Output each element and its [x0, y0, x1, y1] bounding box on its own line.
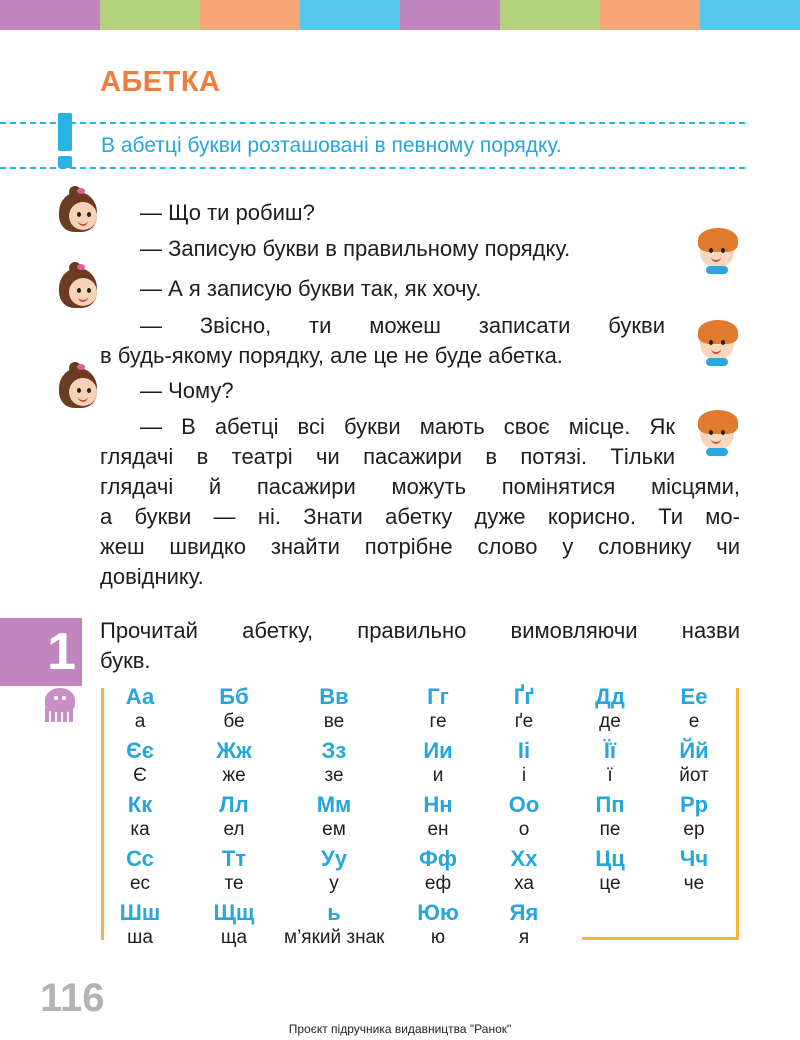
alphabet-cell: [388, 900, 488, 950]
letter-pair: ь: [327, 900, 341, 925]
letter-name: у: [329, 873, 339, 894]
letter-pair: Тт: [221, 846, 247, 871]
letter-pair: Її: [603, 738, 617, 763]
letter-name: ґе: [514, 711, 534, 732]
letter-name: че: [683, 873, 705, 894]
girl-avatar-icon: [55, 262, 101, 310]
girl-avatar-icon: [55, 362, 101, 410]
stripe-segment: [300, 0, 400, 30]
letter-pair: Шш: [119, 900, 161, 925]
alphabet-cell: [474, 684, 574, 734]
letter-name: ем: [322, 819, 346, 840]
letter-pair: Оо: [508, 792, 540, 817]
letter-pair: Йй: [679, 738, 709, 763]
alphabet-cell: [474, 792, 574, 842]
letter-name: ю: [430, 927, 446, 948]
alphabet-cell: [388, 738, 488, 788]
dialogue-line: — Чому?: [140, 378, 234, 403]
letter-name: Є: [133, 765, 147, 786]
letter-name: ер: [683, 819, 705, 840]
alphabet-cell: [644, 846, 744, 896]
exercise-task: [100, 616, 740, 676]
letter-pair: Цц: [595, 846, 625, 871]
dashed-line-top: [0, 122, 745, 124]
letter-pair: Рр: [679, 792, 709, 817]
dialogue-line: глядачі в театрі чи пасажири в потязі. Тільки: [100, 444, 675, 469]
page-number: 116: [40, 976, 105, 1020]
letter-pair: Нн: [423, 792, 453, 817]
dialogue-line: — Звісно, ти можеш записати букви: [140, 313, 665, 338]
letter-pair: Ии: [423, 738, 453, 763]
alphabet-border-bottom: [582, 937, 739, 940]
alphabet-cell: [474, 738, 574, 788]
letter-pair: Щщ: [213, 900, 255, 925]
letter-pair: Гг: [427, 684, 449, 709]
alphabet-cell: [388, 684, 488, 734]
dashed-line-bottom: [0, 167, 745, 169]
task-line: Прочитай абетку, правильно вимовляючи назви: [100, 618, 740, 643]
alphabet-cell: [184, 846, 284, 896]
alphabet-cell: [284, 900, 384, 950]
stripe-segment: [500, 0, 600, 30]
letter-pair: Яя: [509, 900, 539, 925]
stripe-segment: [0, 0, 100, 30]
alphabet-cell: [474, 846, 574, 896]
alphabet-cell: [644, 738, 744, 788]
footer-note: Проєкт підручника видавництва "Ранок": [288, 1022, 512, 1036]
letter-name: м’який знак: [284, 927, 385, 948]
letter-pair: Бб: [219, 684, 249, 709]
letter-pair: Уу: [321, 846, 347, 871]
letter-name: зе: [324, 765, 344, 786]
alphabet-cell: [388, 846, 488, 896]
dialogue-line: довіднику.: [100, 564, 204, 589]
letter-pair: Аа: [125, 684, 155, 709]
alphabet-cell: [90, 684, 190, 734]
dialogue-paragraph: [100, 412, 740, 592]
alphabet-cell: [90, 900, 190, 950]
stripe-segment: [700, 0, 800, 30]
alphabet-cell: [90, 846, 190, 896]
page-title: АБЕТКА: [100, 66, 221, 98]
dialogue-line: — А я записую букви так, як хочу.: [140, 276, 482, 301]
alphabet-cell: [184, 792, 284, 842]
letter-pair: Юю: [417, 900, 459, 925]
letter-name: ве: [323, 711, 345, 732]
alphabet-cell: [284, 792, 384, 842]
alphabet-cell: [184, 684, 284, 734]
alphabet-cell: [284, 738, 384, 788]
letter-name: ел: [223, 819, 245, 840]
dialogue-line: а букви — ні. Знати абетку дуже корисно. Ти мо-: [100, 504, 740, 529]
letter-name: і: [521, 765, 527, 786]
alphabet-cell: [184, 900, 284, 950]
letter-name: ка: [130, 819, 150, 840]
letter-name: же: [222, 765, 246, 786]
letter-name: ша: [127, 927, 153, 948]
top-color-stripe: [0, 0, 800, 30]
stripe-segment: [600, 0, 700, 30]
letter-name: ес: [129, 873, 151, 894]
dialogue-line: — Записую букви в правильному порядку.: [140, 236, 571, 261]
letter-pair: Чч: [679, 846, 709, 871]
dialogue-paragraph: [100, 311, 665, 371]
letter-pair: Лл: [219, 792, 249, 817]
alphabet-cell: [644, 684, 744, 734]
letter-pair: Єє: [126, 738, 154, 763]
letter-name: де: [599, 711, 621, 732]
alphabet-cell: [90, 738, 190, 788]
rule-box: [0, 118, 745, 168]
dialogue-line: в будь-якому порядку, але це не буде абетка.: [100, 343, 563, 368]
letter-name: ща: [220, 927, 248, 948]
stripe-segment: [400, 0, 500, 30]
letter-pair: Фф: [418, 846, 458, 871]
letter-pair: Зз: [321, 738, 347, 763]
letter-name: бе: [223, 711, 245, 732]
letter-pair: Дд: [595, 684, 625, 709]
letter-name: це: [599, 873, 621, 894]
letter-pair: Хх: [510, 846, 538, 871]
letter-name: о: [518, 819, 530, 840]
letter-name: ї: [607, 765, 613, 786]
octopus-icon: [43, 688, 77, 724]
letter-pair: Кк: [127, 792, 153, 817]
alphabet-cell: [284, 684, 384, 734]
exclamation-icon: [56, 113, 74, 173]
letter-name: я: [518, 927, 530, 948]
letter-pair: Ґґ: [513, 684, 535, 709]
letter-pair: Ее: [680, 684, 708, 709]
letter-name: а: [134, 711, 146, 732]
letter-name: ге: [429, 711, 447, 732]
alphabet-cell: [90, 792, 190, 842]
dialogue-line: — В абетці всі букви мають своє місце. Як: [140, 414, 675, 439]
letter-pair: Сс: [126, 846, 154, 871]
exercise-number: 1: [0, 618, 82, 686]
task-line: букв.: [100, 648, 151, 673]
alphabet-cell: [184, 738, 284, 788]
alphabet-cell: [388, 792, 488, 842]
letter-name: йот: [679, 765, 709, 786]
letter-pair: Жж: [216, 738, 252, 763]
letter-pair: Іі: [517, 738, 531, 763]
girl-avatar-icon: [55, 186, 101, 234]
letter-name: ен: [427, 819, 449, 840]
rule-text: В абетці букви розташовані в певному порядку.: [101, 134, 562, 157]
letter-name: ха: [514, 873, 534, 894]
dialogue-line: — Що ти робиш?: [140, 200, 315, 225]
letter-name: те: [224, 873, 244, 894]
letter-pair: Вв: [319, 684, 349, 709]
letter-name: е: [688, 711, 700, 732]
boy-avatar-icon: [694, 226, 740, 274]
letter-name: и: [432, 765, 444, 786]
boy-avatar-icon: [694, 318, 740, 366]
letter-name: еф: [424, 873, 452, 894]
alphabet-cell: [644, 792, 744, 842]
letter-name: пе: [599, 819, 621, 840]
alphabet-cell: [284, 846, 384, 896]
dialogue-line: жеш швидко знайти потрібне слово у словнику чи: [100, 534, 740, 559]
letter-pair: Пп: [595, 792, 625, 817]
letter-pair: Мм: [316, 792, 352, 817]
stripe-segment: [200, 0, 300, 30]
alphabet-cell: [474, 900, 574, 950]
stripe-segment: [100, 0, 200, 30]
dialogue-line: глядачі й пасажири можуть помінятися місцями,: [100, 474, 740, 499]
